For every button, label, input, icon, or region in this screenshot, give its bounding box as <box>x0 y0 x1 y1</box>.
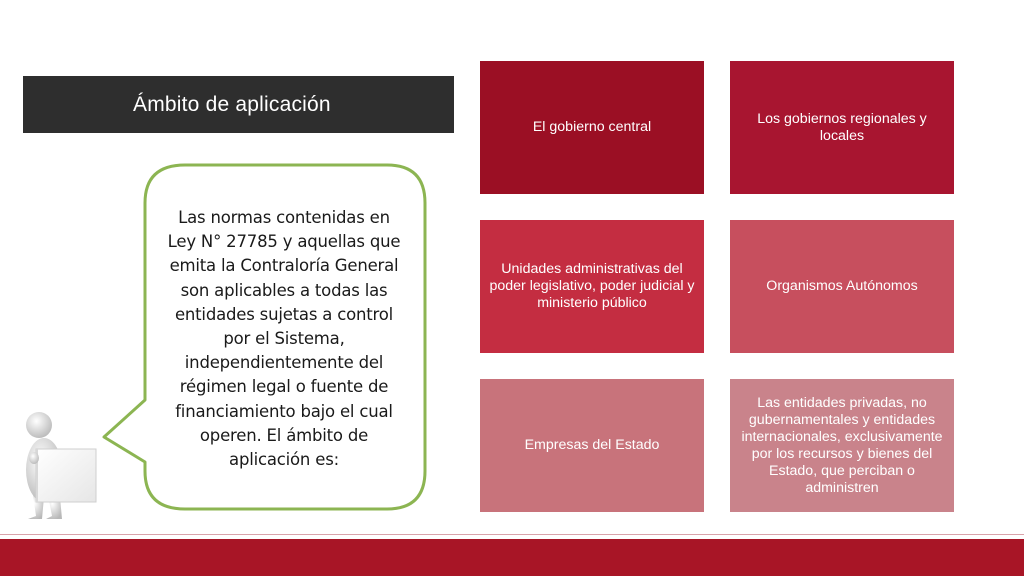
tile-entidades-privadas <box>730 379 954 512</box>
tile-gobierno-central <box>480 61 704 194</box>
bubble-line: aplicación es: <box>229 450 339 470</box>
bubble-line: son aplicables a todas las <box>180 280 388 300</box>
tile-label: Las entidades privadas, no gubernamentales y entidades internacionales, exclusivamente por los recursos y bienes del Estado, que perciban o administren <box>741 394 943 496</box>
bubble-line: por el Sistema, <box>223 329 345 349</box>
tile-organismos-autonomos <box>730 220 954 353</box>
bubble-line: operen. El ámbito de <box>199 425 369 445</box>
tile-gobiernos-regionales <box>730 61 954 194</box>
slide-title: Ámbito de aplicación <box>133 92 331 116</box>
tile-label: Empresas del Estado <box>524 437 660 453</box>
tile-label: El gobierno central <box>532 119 652 135</box>
bubble-line: entidades sujetas a control <box>174 304 394 324</box>
tile-empresas-estado <box>480 379 704 512</box>
bubble-line: régimen legal o fuente de <box>179 377 389 397</box>
bubble-line: independientemente del <box>184 353 384 373</box>
bubble-line: emita la Contraloría General <box>169 256 399 276</box>
tile-label: Los gobiernos regionales y locales <box>757 110 927 144</box>
tile-label: Unidades administrativas del poder legislativo, poder judicial y ministerio público <box>489 261 695 311</box>
bubble-line: Ley N° 27785 y aquellas que <box>167 232 401 252</box>
tile-unidades-administrativas <box>480 220 704 353</box>
bubble-line: financiamiento bajo el cual <box>175 401 393 421</box>
bubble-line: Las normas contenidas en <box>178 208 390 227</box>
footer-divider <box>0 534 1024 535</box>
footer-band <box>0 539 1024 576</box>
tile-label: Organismos Autónomos <box>766 278 918 294</box>
